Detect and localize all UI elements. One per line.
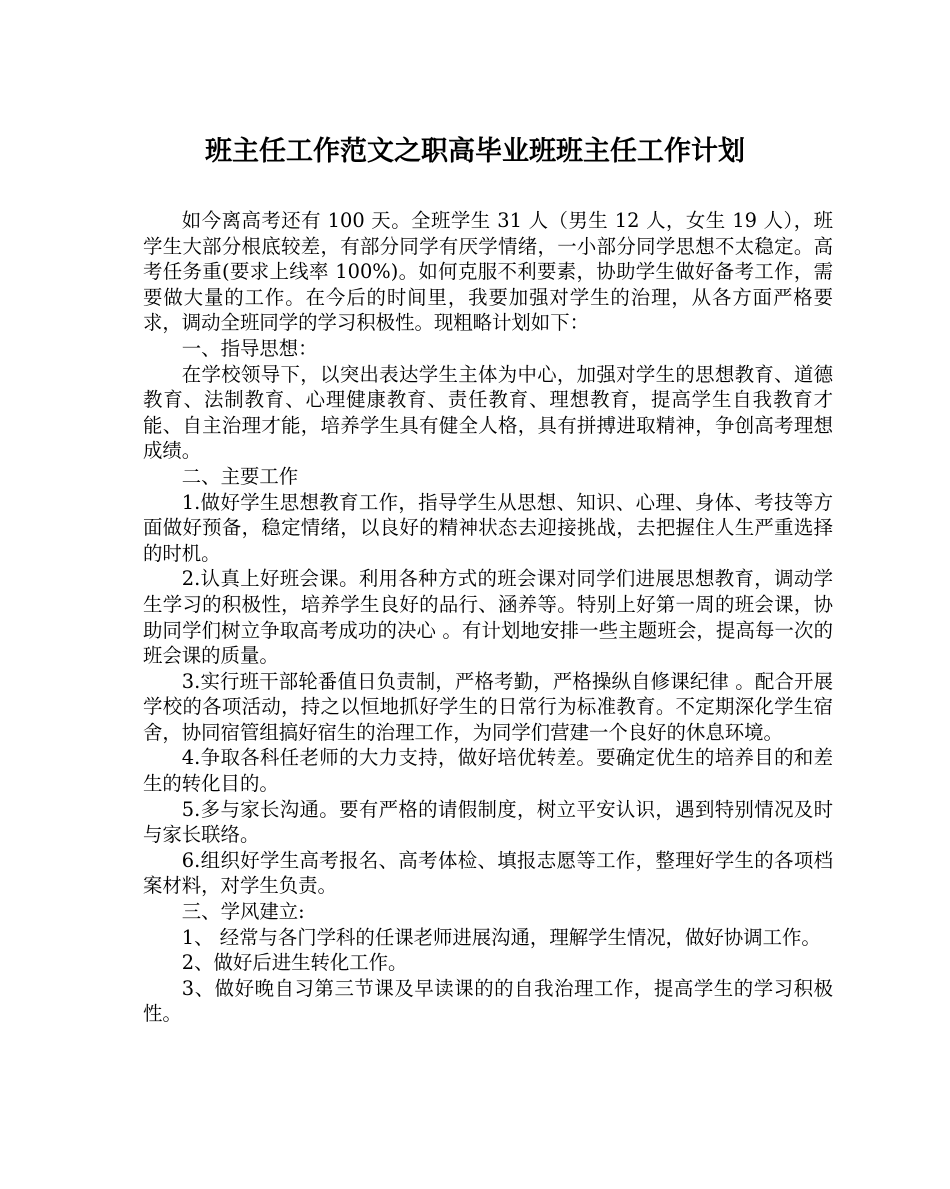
study-style-item-1: 1、 经常与各门学科的任课老师进展沟通，理解学生情况，做好协调工作。 [181, 925, 821, 949]
section-heading-guiding-thought: 一、指导思想： [181, 336, 318, 360]
main-work-item-3: 3.实行班干部轮番值日负责制，严格考勤，严格操纵自修课纪律 。配合开展学校的各项活动，持之以恒地抓好学生的日常行为标准教育。不定期深化学生宿舍，协同宿管组搞好宿生的治理工作，为同学们营建一个良好的休息环境。 [143, 669, 833, 744]
paragraph-intro: 如今离高考还有 100 天。全班学生 31 人（男生 12 人，女生 19 人），班学生大部分根底较差，有部分同学有厌学情绪，一小部分同学思想不太稳定。高考任务重(要求上线率 100%)。如何克服不利要素，协助学生做好备考工作，需要做大量的工作。在今后的时间里，我要加强对学生的治理，从各方面严格要求，调动全班同学的学习积极性。现粗略计划如下： [143, 209, 833, 335]
section-heading-main-work: 二、主要工作 [181, 464, 299, 488]
main-work-item-2: 2.认真上好班会课。利用各种方式的班会课对同学们进展思想教育，调动学生学习的积极性，培养学生良好的品行、涵养等。特别上好第一周的班会课，协助同学们树立争取高考成功的决心 。有计划地安排一些主题班会，提高每一次的班会课的质量。 [143, 567, 833, 668]
document-body [143, 208, 833, 1027]
study-style-item-2: 2、做好后进生转化工作。 [181, 951, 408, 975]
main-work-item-6: 6.组织好学生高考报名、高考体检、填报志愿等工作，整理好学生的各项档案材料，对学生负责。 [143, 848, 833, 898]
main-work-item-5: 5.多与家长沟通。要有严格的请假制度，树立平安认识，遇到特别情况及时与家长联络。 [143, 797, 833, 847]
paragraph-guiding-thought: 在学校领导下，以突出表达学生主体为中心，加强对学生的思想教育、道德教育、法制教育、心理健康教育、责任教育、理想教育，提高学生自我教育才能、自主治理才能，培养学生具有健全人格，具有拼搏进取精神，争创高考理想成绩。 [143, 362, 833, 463]
study-style-item-3: 3、做好晚自习第三节课及早读课的的自我治理工作，提高学生的学习积极性。 [143, 976, 833, 1026]
main-work-item-1: 1.做好学生思想教育工作，指导学生从思想、知识、心理、身体、考技等方面做好预备，稳定情绪，以良好的精神状态去迎接挑战，去把握住人生严重选择的时机。 [143, 490, 833, 565]
main-work-item-4: 4.争取各科任老师的大力支持，做好培优转差。要确定优生的培养目的和差生的转化目的。 [143, 746, 833, 796]
document-title: 班主任工作范文之职高毕业班班主任工作计划 [205, 136, 745, 167]
section-heading-study-style: 三、学风建立: [181, 900, 305, 924]
